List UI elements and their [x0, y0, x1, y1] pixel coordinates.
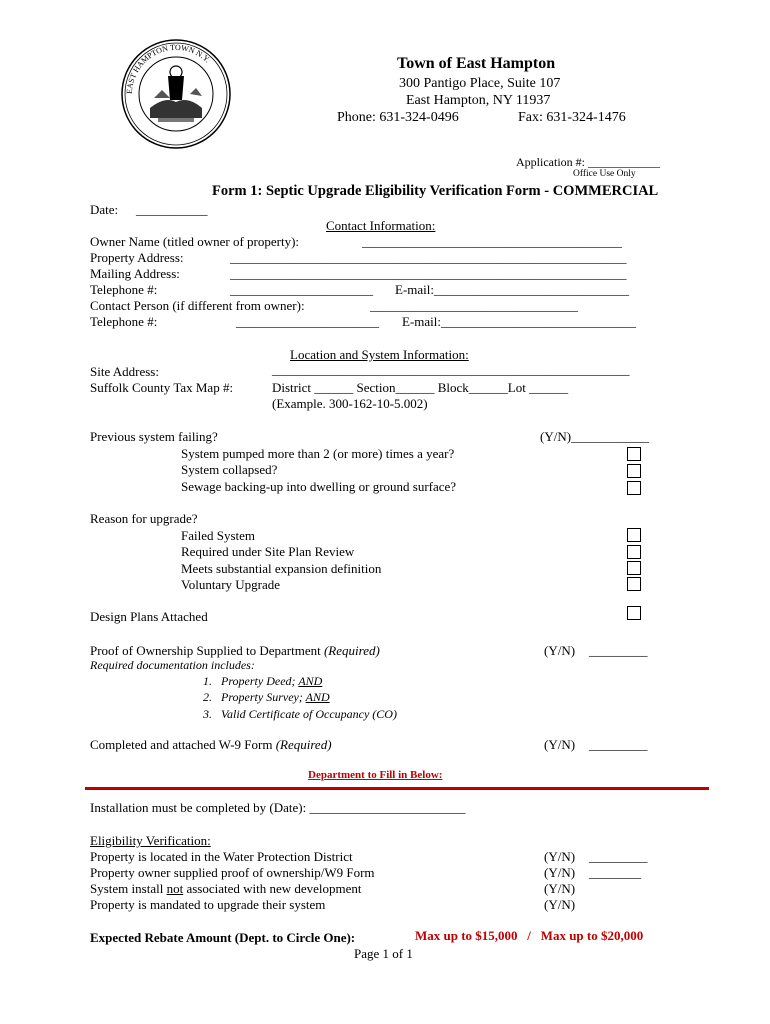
checkbox-sewage-backup[interactable]	[627, 481, 641, 495]
mailing-field[interactable]: _____________________________________________________________	[230, 266, 627, 281]
checkbox-pumped[interactable]	[627, 447, 641, 461]
town-name: Town of East Hampton	[397, 55, 556, 72]
ownership-required: (Required)	[323, 643, 380, 658]
w9-yn-field[interactable]: _________	[589, 737, 648, 752]
w9-label	[90, 737, 332, 752]
doc-number: 3.	[203, 707, 212, 721]
contact-telephone-label: Telephone #:	[90, 314, 158, 329]
rebate-options[interactable]: Max up to $15,000 / Max up to $20,000	[415, 928, 644, 943]
ownership-label	[90, 643, 380, 658]
w9-label-text: Completed and attached W-9 Form	[90, 737, 273, 752]
eligibility-item: Property is located in the Water Protection District	[90, 849, 353, 864]
doc-item	[203, 674, 322, 689]
eligibility-item: Property owner supplied proof of ownership/W9 Form	[90, 865, 375, 880]
failing-item: Sewage backing-up into dwelling or ground surface?	[181, 479, 457, 494]
ownership-yn-field[interactable]: _________	[589, 643, 648, 658]
checkbox-design-plans[interactable]	[627, 606, 641, 620]
doc-text: Property Survey;	[221, 690, 306, 704]
address-line-1: 300 Pantigo Place, Suite 107	[399, 76, 561, 91]
reason-item: Meets substantial expansion definition	[181, 561, 382, 576]
contact-person-field[interactable]: ________________________________	[370, 298, 578, 313]
phone: Phone: 631-324-0496	[337, 110, 459, 125]
w9-required: (Required)	[275, 737, 332, 752]
owner-label: Owner Name (titled owner of property):	[90, 234, 300, 249]
eligibility-item: Property is mandated to upgrade their system	[90, 897, 326, 912]
eligibility-heading: Eligibility Verification:	[90, 833, 211, 848]
seal-text: EAST HAMPTON TOWN N.Y.	[124, 42, 213, 95]
page-number: Page 1 of 1	[354, 946, 413, 961]
office-use-note: Office Use Only	[573, 169, 636, 179]
failing-item: System pumped more than 2 (or more) times a year?	[181, 446, 455, 461]
eligibility-yn: (Y/N)	[544, 865, 576, 880]
rebate-label: Expected Rebate Amount (Dept. to Circle One):	[90, 930, 356, 945]
contact-email-field[interactable]: E-mail:______________________________	[402, 314, 636, 329]
fax: Fax: 631-324-1476	[518, 110, 626, 125]
previous-failing-label: Previous system failing?	[90, 429, 218, 444]
tax-map-example: (Example. 300-162-10-5.002)	[272, 396, 428, 411]
date-field[interactable]: ___________	[136, 202, 208, 217]
reason-item: Failed System	[181, 528, 256, 543]
ownership-yn: (Y/N)	[544, 643, 576, 658]
telephone-field[interactable]: ______________________	[230, 282, 373, 297]
doc-number: 1.	[203, 674, 212, 688]
w9-yn: (Y/N)	[544, 737, 576, 752]
site-address-label: Site Address:	[90, 364, 159, 379]
failing-item: System collapsed?	[181, 462, 278, 477]
installation-date-field[interactable]: Installation must be completed by (Date): ________________________	[90, 800, 466, 815]
eligibility-text: associated with new development	[183, 881, 362, 896]
svg-text:EAST HAMPTON TOWN N.Y.	[125, 43, 212, 94]
reason-item: Voluntary Upgrade	[181, 577, 281, 592]
application-number-field[interactable]: Application #: ____________	[516, 155, 660, 169]
checkbox-substantial-expansion[interactable]	[627, 561, 641, 575]
design-plans-label: Design Plans Attached	[90, 609, 208, 624]
doc-item	[203, 707, 397, 722]
form-title: Form 1: Septic Upgrade Eligibility Verification Form - COMMERCIAL	[212, 183, 659, 199]
checkbox-failed-system[interactable]	[627, 528, 641, 542]
checkbox-voluntary-upgrade[interactable]	[627, 577, 641, 591]
address-line-2: East Hampton, NY 11937	[406, 93, 551, 108]
property-field[interactable]: _____________________________________________________________	[230, 250, 627, 265]
required-docs-label: Required documentation includes:	[90, 658, 255, 672]
checkbox-site-plan-review[interactable]	[627, 545, 641, 559]
telephone-label: Telephone #:	[90, 282, 158, 297]
checkbox-collapsed[interactable]	[627, 464, 641, 478]
reason-item: Required under Site Plan Review	[181, 544, 355, 559]
town-seal-logo	[120, 38, 232, 150]
previous-failing-yn-field[interactable]: (Y/N)____________	[540, 429, 650, 444]
tax-map-label: Suffolk County Tax Map #:	[90, 380, 234, 395]
contact-person-label: Contact Person (if different from owner):	[90, 298, 305, 313]
ownership-label-text: Proof of Ownership Supplied to Department	[90, 643, 321, 658]
email-field[interactable]: E-mail:______________________________	[395, 282, 629, 297]
tax-map-fields[interactable]: District ______ Section______ Block______Lot ______	[272, 380, 569, 395]
eligibility-not: not	[166, 881, 184, 896]
red-divider	[85, 787, 709, 790]
contact-heading: Contact Information:	[326, 218, 436, 233]
site-address-field[interactable]: _______________________________________________________	[272, 362, 630, 377]
eligibility-item	[90, 881, 362, 896]
eligibility-yn-field[interactable]: _________	[589, 849, 648, 864]
doc-emphasis: AND	[298, 674, 323, 688]
eligibility-yn-field[interactable]: ________	[589, 865, 641, 880]
property-label: Property Address:	[90, 250, 184, 265]
location-heading: Location and System Information:	[290, 347, 469, 362]
eligibility-yn: (Y/N)	[544, 897, 576, 912]
department-heading: Department to Fill in Below:	[308, 769, 443, 781]
doc-number: 2.	[203, 690, 212, 704]
owner-field[interactable]: ________________________________________	[362, 234, 622, 249]
doc-text: Property Deed;	[221, 674, 299, 688]
doc-item	[203, 690, 330, 705]
mailing-label: Mailing Address:	[90, 266, 180, 281]
doc-text: Valid Certificate of Occupancy (CO)	[221, 707, 397, 721]
contact-telephone-field[interactable]: ______________________	[236, 314, 379, 329]
eligibility-text: System install	[90, 881, 167, 896]
reason-label: Reason for upgrade?	[90, 511, 198, 526]
doc-emphasis: AND	[305, 690, 330, 704]
date-label: Date:	[90, 202, 119, 217]
eligibility-yn: (Y/N)	[544, 881, 576, 896]
eligibility-yn: (Y/N)	[544, 849, 576, 864]
